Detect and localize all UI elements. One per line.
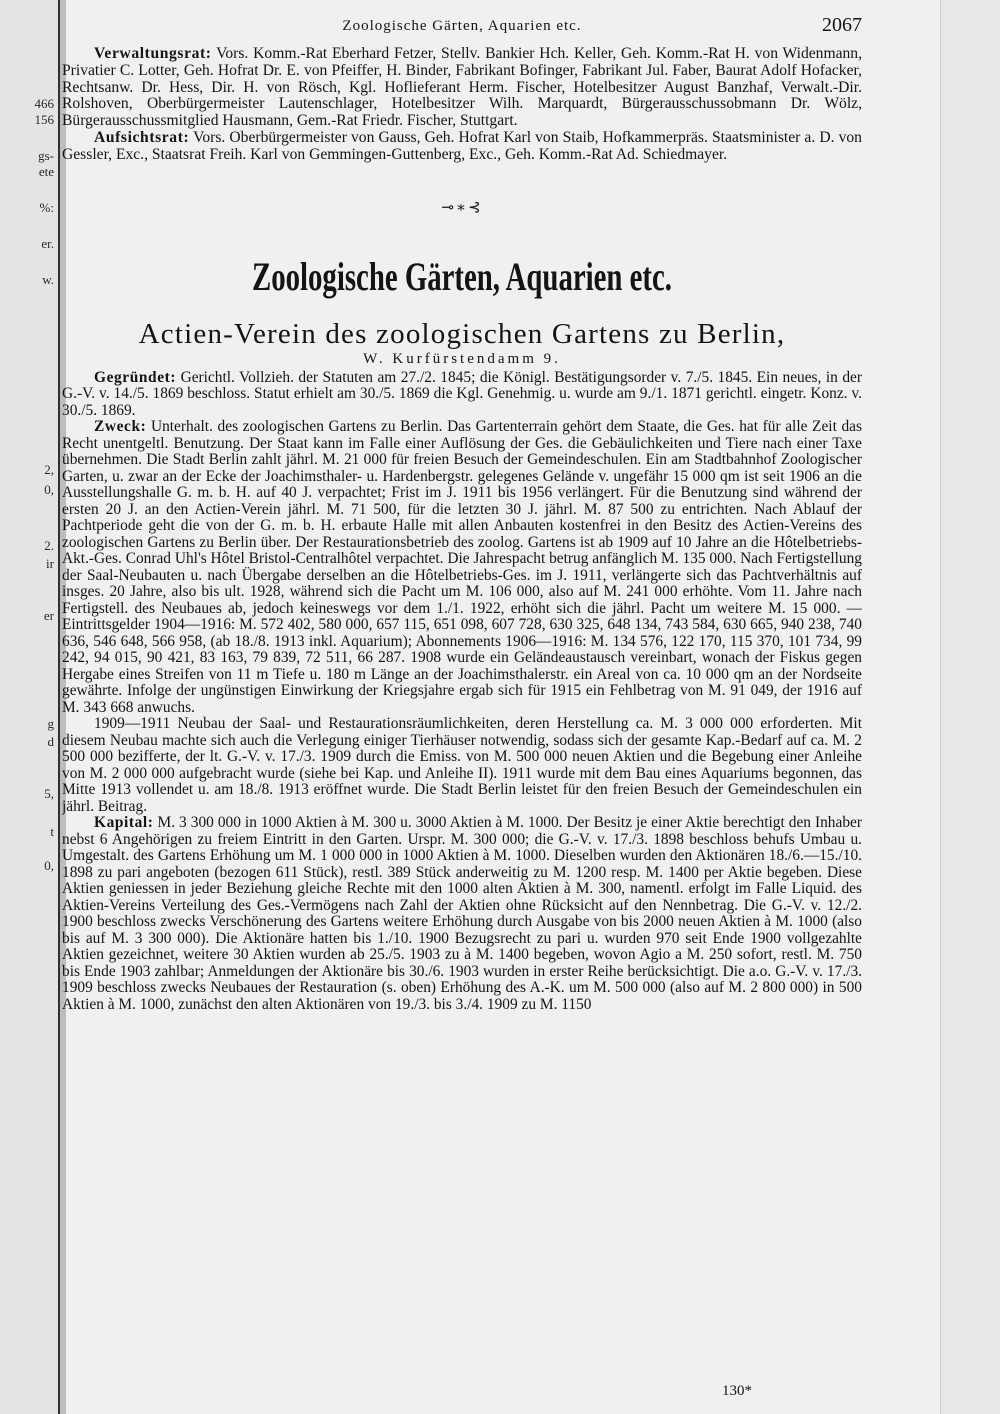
section-title: Zoologische Gärten, Aquarien etc. [252,253,672,299]
gutter-fragment: 2, [44,462,54,477]
gegruendet-label: Gegründet: [94,368,177,386]
gegruendet-text: Gerichtl. Vollzieh. der Statuten am 27./2. 1845; die Königl. Bestätigungsorder v. 7./5. 1845. Ein neues, in der G.-V. v. 14./5. 1869 beschloss. Statut erhielt am 30./5. 1869 die Kgl. Genehmig. u. wurde am 9./1. 1871 gerichtl. eingetr. Konz. v. 30./5. 1869. [62,368,862,419]
company-name: Actien-Verein des zoologischen Gartens zu Berlin, [138,317,786,350]
kapital-paragraph [62,815,862,1013]
aufsichtsrat-label: Aufsichtsrat: [94,128,190,146]
zweck-text: Unterhalt. des zoologischen Gartens zu Berlin. Das Gartenterrain gehört dem Staate, die Ges. hat für alle Zeit das Recht unentgeltl. Benutzung. Der Staat kann im Falle einer Auflösung der Ges. die Gebäulichkeiten und Tiere nach einer Taxe übernehmen. Die Stadt Berlin zahlt jährl. M. 21 000 für freien Besuch der Gemeindeschulen. Ein am Stadtbahnhof Zoologischer Garten, u. zwar an der Ecke der Joachimsthaler- u. Hardenbergstr. gelegenes Gelände v. ungefähr 15 000 qm ist seit 1906 an die Ausstellungshalle G. m. b. H. auf 40 J. verpachtet; Frist im J. 1911 bis 1956 verlängert. Für die Benutzung sind während der ersten 20 J. an den Actien-Verein jährl. M. 71 500, für die letzten 30 J. jährl. M. 87 500 zu entrichten. Nach Ablauf der Pachtperiode geht die von der G. m. b. H. erbaute Halle mit allen Anbauten kostenfrei in den Besitz des Actien-Vereins des zoologischen Gartens zu Berlin über. Der Restaurationsbetrieb des zoolog. Gartens ist ab 1909 auf 10 Jahre an die Hôtelbetriebs-Akt.-Ges. Conrad Uhl's Hôtel Bristol-Centralhôtel verpachtet. Die Jahrespacht betrug anfänglich M. 135 000. Nach Fertigstellung der Saal-Neubauten u. nach Übergabe derselben an die Hôtelbetriebs-Ges. im J. 1911, verlängerte sich das Pachtverhältnis auf insges. 20 Jahre, also bis ult. 1928, während sich die Pacht um M. 106 000, also auf M. 241 000 erhöhte. Vom 11. Jahre nach Fertigstell. des Neubaues ab, jedoch keineswegs vor dem 1./1. 1922, erhöht sich die jährl. Pacht um weitere M. 15 000. — Eintrittsgelder 1904—1916: M. 572 402, 580 000, 657 115, 651 098, 607 728, 630 325, 648 134, 743 584, 630 665, 940 238, 740 636, 546 648, 566 958, (ab 18./8. 1913 inkl. Aquarium); Abonnements 1906—1916: M. 134 576, 122 170, 115 370, 101 734, 99 242, 94 015, 90 421, 83 163, 79 839, 72 511, 66 287. 1908 wurde ein Geländeaustausch vereinbart, wonach der Fiskus gegen Hergabe eines Streifen von 11 m Tiefe u. 180 m Länge an der Joachimsthalerstr. ein Areal von ca. 10 000 qm an der Nordseite gewährte. Infolge der ungünstigen Einwirkung der Kriegsjahre ergab sich für 1915 ein Fehlbetrag von M. 91 049, der 1916 auf M. 343 668 anwuchs. [62,418,862,716]
gutter-fragment: %: [39,200,54,215]
zweck-label: Zweck: [94,418,147,436]
gutter-fragment: 5, [44,786,54,801]
page-number: 2067 [822,14,862,36]
gutter-fragment: d [47,734,54,749]
gutter-fragment: 466 [34,96,54,111]
gutter-fragment: er [43,608,54,623]
gutter-fragment: 156 [34,112,54,127]
signature-mark: 130* [722,1383,752,1399]
gutter-fragment: gs- [38,148,54,163]
gutter-fragment: w. [42,272,54,287]
page-content [62,14,862,1404]
gutter-fragment: t [50,824,54,839]
gutter-fragment: 0, [44,858,54,873]
kapital-label: Kapital: [94,814,154,832]
verwaltungsrat-text: Vors. Komm.-Rat Eberhard Fetzer, Stellv. Bankier Hch. Keller, Geh. Komm.-Rat H. von Widenmann, Privatier C. Lotter, Geh. Hofrat Dr. E. von Pfeiffer, H. Binder, Fabrikant Bofinger, Fabrikant Jul. Faber, Baurat Adolf Hofacker, Rechtsanw. Dr. Hess, Dir. H. von Rösch, Kgl. Hoflieferant Herm. Fischer, Hotelbesitzer August Banzhaf, Verwalt.-Dir. Rolshoven, Oberbürgermeister Lautenschlager, Hotelbesitzer Wilh. Marquardt, Bürgerausschussobmann Dr. Wölz, Bürgerausschussmitglied Hausmann, Gem.-Rat Friedr. Fischer, Stuttgart. [62,45,862,130]
gutter-fragment: ete [38,164,54,179]
gutter-fragment: ir [46,556,54,571]
aufsichtsrat-paragraph [62,130,862,164]
running-title: Zoologische Gärten, Aquarien etc. [342,18,582,34]
management-block [62,46,862,164]
gutter-fragment: 2. [44,538,54,553]
kapital-text: M. 3 300 000 in 1000 Aktien à M. 300 u. 3000 Aktien à M. 1000. Der Besitz je einer Aktie berechtigt den Inhaber nebst 6 Angehörigen zu freiem Eintritt in den Garten. Urspr. M. 300 000; die G.-V. v. 17./3. 1898 beschloss behufs Umbau u. Umgestalt. des Gartens Erhöhung um M. 1 000 000 in 1000 Aktien à M. 1000. Dieselben wurden den Aktionären 18./6.—15./10. 1898 zu pari angeboten (bezogen 611 Stück), restl. 389 Stück anderweitig zu M. 1200 resp. M. 1400 per Aktie begeben. Diese Aktien geniessen in jeder Beziehung gleiche Rechte mit den 1000 alten Aktien à M. 300, namentl. erfolgt im Falle Liquid. des Aktien-Vereins Verteilung des Ges.-Vermögens nach Zahl der Aktien ohne Rücksicht auf den Nennbetrag. Die G.-V. v. 12./2. 1900 beschloss zwecks Verschönerung des Gartens weitere Erhöhung durch Ausgabe von bis 2000 neuen Aktien à M. 1000 (also bis auf M. 3 300 000). Die Aktionäre hatten bis 1./10. 1900 Bezugsrecht zu pari u. wurden 970 seit Ende 1900 vollgezahlte Aktien gezeichnet, weitere 30 Aktien wurden ab 25./5. 1903 zu à M. 1400 begeben, wovon Agio a M. 250 sofort, restl. M. 750 bis Ende 1903 zahlbar; Anmeldungen der Aktionäre bis 30./6. 1903 wurden in erster Reihe berücksichtigt. Die a.o. G.-V. v. 17./3. 1909 beschloss zwecks Neubaues der Restauration (s. oben) Erhöhung des A.-K. um M. 500 000 (also auf M. 2 800 000) in 500 Aktien à M. 1000, zunächst den alten Aktionären von 19./3. bis 3./4. 1909 zu M. 1150 [62,814,862,1013]
company-body [62,370,862,1014]
gutter-fragment: g [47,716,54,731]
gegruendet-paragraph [62,370,862,420]
verwaltungsrat-paragraph [62,46,862,130]
verwaltungsrat-label: Verwaltungsrat: [94,45,212,62]
gutter-fragment: er. [41,236,54,251]
aufsichtsrat-text: Vors. Oberbürgermeister von Gauss, Geh. Hofrat Karl von Staib, Hofkammerpräs. Staatsminister a. D. von Gessler, Exc., Staatsrat Freih. Karl von Gemmingen-Guttenberg, Exc., Geh. Komm.-Rat Ad. Schiedmayer. [62,128,862,163]
company-address: W. Kurfürstendamm 9. [363,350,561,367]
zweck-paragraph [62,419,862,716]
running-header [62,14,862,46]
previous-page-gutter [0,0,60,1414]
neubau-paragraph: 1909—1911 Neubau der Saal- und Restaurationsräumlichkeiten, deren Herstellung ca. M. 3 000 000 erforderten. Mit diesem Neubau machte sich auch die Verlegung einiger Tierhäuser notwendig, sodass sich der gesamte Kap.-Bedarf auf ca. M. 2 500 000 bezifferte, der lt. G.-V. v. 17./3. 1909 durch die Emiss. von M. 500 000 neuen Aktien und die Begebung einer Anleihe von M. 2 000 000 aufgebracht wurde (siehe bei Kap. und Anleihe II). 1911 wurde mit dem Bau eines Aquariums begonnen, das Mitte 1913 vollendet u. am 18./8. 1913 eröffnet wurde. Die Stadt Berlin leistet für den freien Besuch der Gemeindeschulen ein jährl. Beitrag. [62,715,862,815]
gutter-fragment: 0, [44,482,54,497]
section-ornament: ⊸∗⊰ [441,199,483,216]
page-right-margin [940,0,1000,1414]
